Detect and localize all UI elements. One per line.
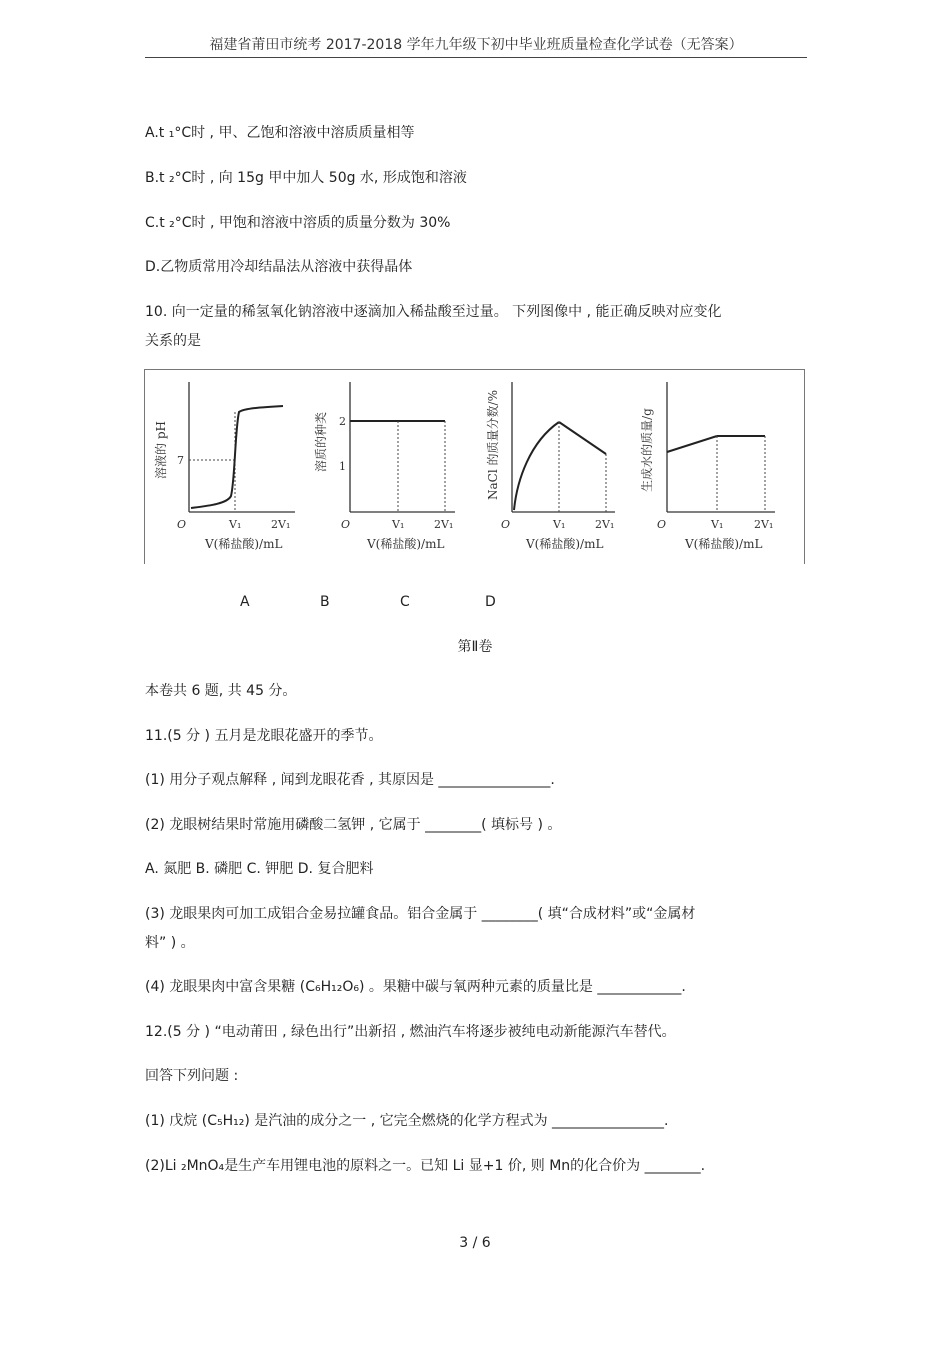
panel-b-xtick-v1: V₁ [392, 518, 405, 531]
chart-panel-b [313, 382, 455, 551]
question-12-title: 12.(5 分 ) “电动莆田 , 绿色出行”出新招 , 燃油汽车将逐步被纯电动新能源汽车替代。 [145, 1024, 676, 1040]
question-12-part2: (2)Li ₂MnO₄是生产车用锂电池的原料之一。已知 Li 显+1 价, 则 Mn的化合价为 ________. [145, 1158, 706, 1174]
question-11-part3-line2: 料” ) 。 [145, 935, 195, 951]
question-10-line2: 关系的是 [145, 333, 201, 349]
panel-c-xtick-v1: V₁ [553, 518, 566, 531]
figure-label-b: B [320, 594, 330, 610]
panel-b-ylabel: 溶质的种类 [314, 411, 328, 473]
panel-c-ylabel: NaCl 的质量分数/% [486, 390, 500, 500]
panel-a-xtick-o: O [177, 518, 187, 531]
panel-d-xlabel: V(稀盐酸)/mL [685, 537, 763, 551]
question-12-intro: 回答下列问题 : [145, 1068, 239, 1084]
panel-b-ytick-1: 1 [339, 460, 346, 473]
panel-a-xlabel: V(稀盐酸)/mL [205, 537, 283, 551]
panel-c-xlabel: V(稀盐酸)/mL [526, 537, 604, 551]
figure-label-d: D [485, 594, 496, 610]
panel-b-xtick-o: O [341, 518, 351, 531]
panel-c-rise [514, 422, 559, 510]
option-a: A.t ₁°C时 , 甲、乙饱和溶液中溶质质量相等 [145, 125, 415, 141]
panel-b-ytick-2: 2 [339, 415, 346, 428]
section-title: 第Ⅱ卷 [457, 639, 493, 655]
chart-panel-a [153, 382, 295, 551]
option-c: C.t ₂°C时 , 甲饱和溶液中溶质的质量分数为 30% [145, 215, 451, 231]
panel-a-ylabel: 溶液的 pH [154, 421, 168, 479]
panel-b-xlabel: V(稀盐酸)/mL [367, 537, 445, 551]
chart-panel-c [485, 382, 615, 551]
panel-d-xtick-o: O [657, 518, 667, 531]
question-11-part4: (4) 龙眼果肉中富含果糖 (C₆H₁₂O₆) 。果糖中碳与氧两种元素的质量比是 ____________. [145, 979, 686, 995]
panel-c-xtick-o: O [501, 518, 511, 531]
panel-a-xtick-v1: V₁ [229, 518, 242, 531]
question-10-figure [144, 369, 805, 564]
option-b: B.t ₂°C时 , 向 15g 甲中加人 50g 水, 形成饱和溶液 [145, 170, 467, 186]
figure-label-c: C [400, 594, 410, 610]
question-11-choices: A. 氮肥 B. 磷肥 C. 钾肥 D. 复合肥料 [145, 861, 374, 877]
panel-d-xtick-v1: V₁ [711, 518, 724, 531]
question-11-part3-line1: (3) 龙眼果肉可加工成铝合金易拉罐食品。铝合金属于 ________( 填“合成材料”或“金属材 [145, 906, 696, 922]
question-11-part2: (2) 龙眼树结果时常施用磷酸二氢钾 , 它属于 ________( 填标号 ) 。 [145, 817, 562, 833]
question-12-part1: (1) 戊烷 (C₅H₁₂) 是汽油的成分之一 , 它完全燃烧的化学方程式为 ________________. [145, 1113, 669, 1129]
panel-b-xtick-2v1: 2V₁ [434, 518, 454, 531]
question-11-part1: (1) 用分子观点解释 , 闻到龙眼花香 , 其原因是 ________________. [145, 772, 555, 788]
panel-d-ylabel: 生成水的质量/g [640, 408, 654, 492]
header-divider [145, 57, 807, 58]
page-header: 福建省莆田市统考 2017-2018 学年九年级下初中毕业班质量检查化学试卷（无答案） [209, 37, 743, 53]
panel-c-fall [559, 422, 606, 454]
panel-a-curve [191, 406, 283, 508]
figure-label-a: A [240, 594, 250, 610]
page-number: 3 / 6 [459, 1235, 491, 1251]
chart-panel-d [639, 382, 775, 551]
panel-a-xtick-2v1: 2V₁ [271, 518, 291, 531]
question-10-line1: 10. 向一定量的稀氢氧化钠溶液中逐滴加入稀盐酸至过量。 下列图像中 , 能正确反映对应变化 [145, 304, 722, 320]
panel-d-xtick-2v1: 2V₁ [754, 518, 774, 531]
option-d: D.乙物质常用冷却结晶法从溶液中获得晶体 [145, 259, 413, 275]
panel-c-xtick-2v1: 2V₁ [595, 518, 615, 531]
question-11-title: 11.(5 分 ) 五月是龙眼花盛开的季节。 [145, 728, 383, 744]
panel-a-ytick-7: 7 [177, 454, 184, 467]
panel-d-rise [667, 436, 717, 452]
section-info: 本卷共 6 题, 共 45 分。 [145, 683, 297, 699]
